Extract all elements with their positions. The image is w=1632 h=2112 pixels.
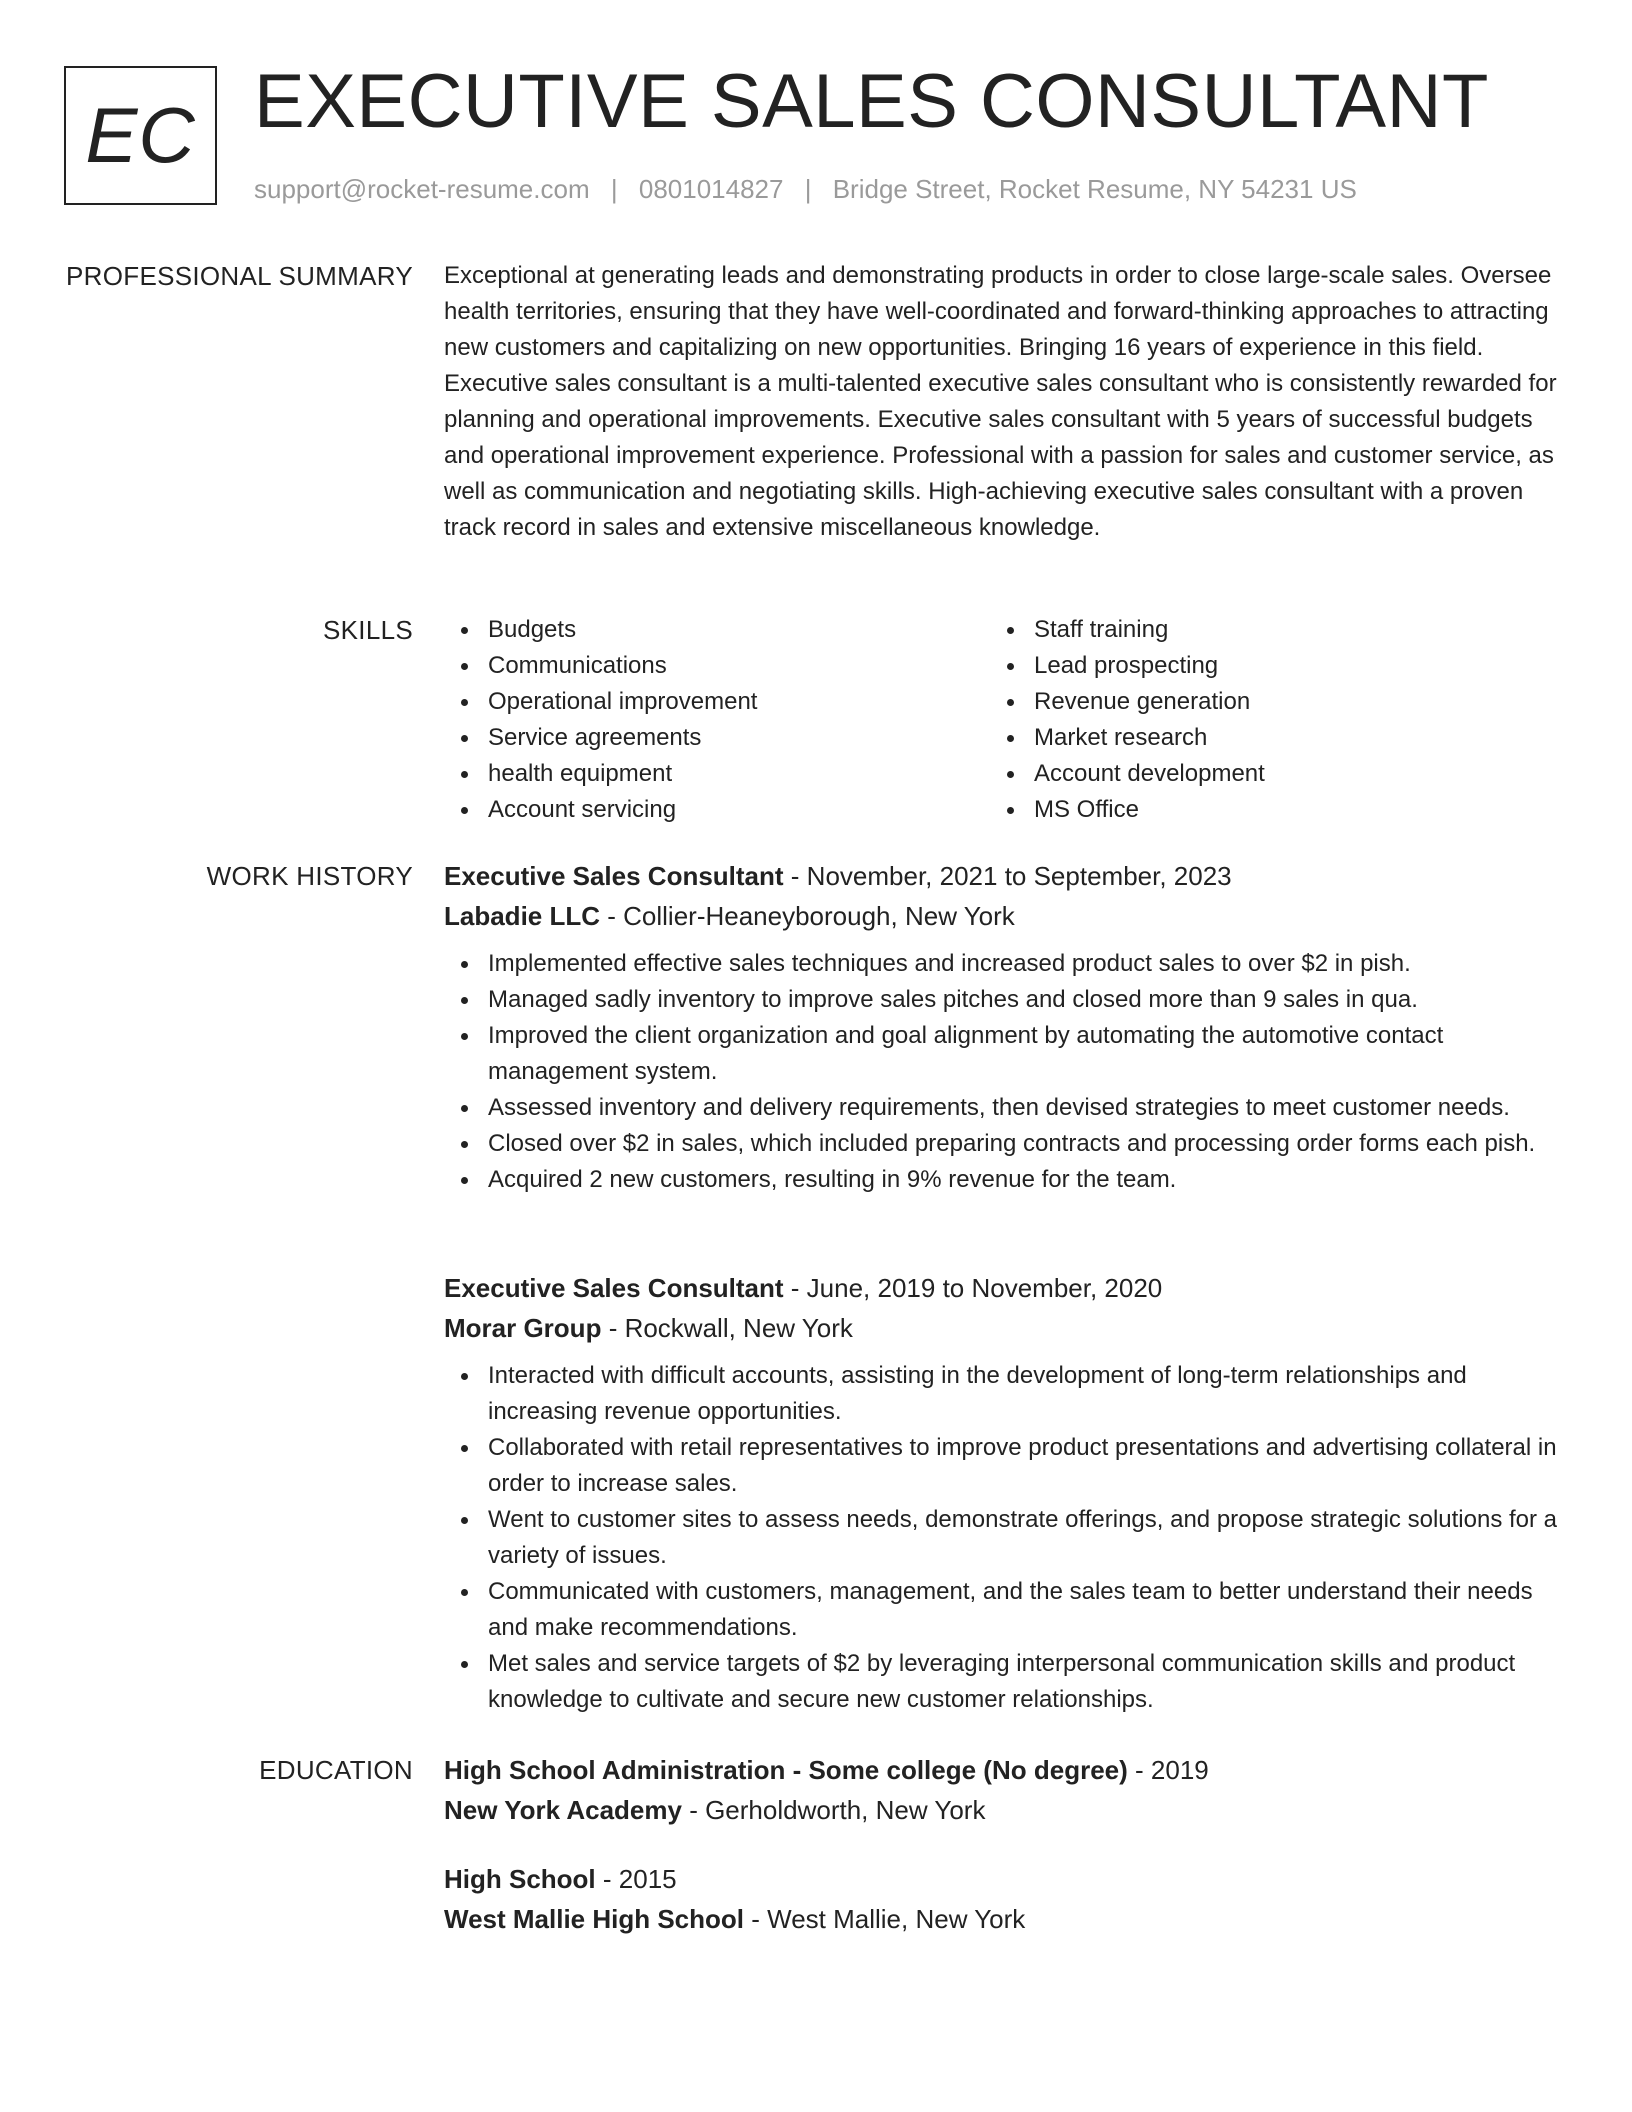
- education-degree-line: [444, 1750, 1564, 1790]
- job-company: Morar Group: [444, 1313, 602, 1343]
- job-company-line: [444, 896, 1564, 936]
- section-title-summary: PROFESSIONAL SUMMARY: [66, 261, 413, 291]
- education-year: - 2019: [1135, 1755, 1209, 1785]
- skill-item: Communications: [444, 648, 990, 684]
- job-dates: - June, 2019 to November, 2020: [790, 1273, 1163, 1303]
- job-bullet: Managed sadly inventory to improve sales pitches and closed more than 9 sales in qua.: [444, 982, 1564, 1018]
- job-bullet: Improved the client organization and goal alignment by automating the automotive contact management system.: [444, 1018, 1564, 1090]
- education-entry: [444, 1859, 1564, 1939]
- job-location: - Collier-Heaneyborough, New York: [607, 901, 1015, 931]
- job-bullet: Met sales and service targets of $2 by leveraging interpersonal communication skills and product knowledge to cultivate and secure new customer relationships.: [444, 1646, 1564, 1718]
- contact-email[interactable]: support@rocket-resume.com: [254, 174, 590, 204]
- job-bullet-list: [444, 1358, 1564, 1718]
- contact-address: Bridge Street, Rocket Resume, NY 54231 US: [832, 174, 1357, 204]
- monogram-badge: [64, 66, 217, 205]
- job-company: Labadie LLC: [444, 901, 601, 931]
- education-degree-line: [444, 1859, 1564, 1899]
- job-bullet: Collaborated with retail representatives to improve product presentations and advertising collateral in order to increase sales.: [444, 1430, 1564, 1502]
- skill-item: MS Office: [990, 792, 1536, 828]
- education-location: - West Mallie, New York: [751, 1904, 1026, 1934]
- skill-item: Account servicing: [444, 792, 990, 828]
- job-bullet: Closed over $2 in sales, which included preparing contracts and processing order forms each pish.: [444, 1126, 1564, 1162]
- section-title-education: EDUCATION: [259, 1755, 413, 1785]
- skill-item: Lead prospecting: [990, 648, 1536, 684]
- job-bullet: Acquired 2 new customers, resulting in 9% revenue for the team.: [444, 1162, 1564, 1198]
- job-role: Executive Sales Consultant: [444, 861, 784, 891]
- skill-item: Service agreements: [444, 720, 990, 756]
- education-school: New York Academy: [444, 1795, 682, 1825]
- contact-separator: |: [610, 174, 618, 204]
- contact-line: [254, 174, 1357, 205]
- skill-item: Account development: [990, 756, 1536, 792]
- skill-item: Staff training: [990, 612, 1536, 648]
- contact-separator: |: [804, 174, 812, 204]
- education-degree: High School: [444, 1864, 596, 1894]
- job-bullet-list: [444, 946, 1564, 1198]
- skill-item: Operational improvement: [444, 684, 990, 720]
- job-role: Executive Sales Consultant: [444, 1273, 784, 1303]
- education-year: - 2015: [602, 1864, 677, 1894]
- education-degree: High School Administration - Some college (No degree): [444, 1755, 1128, 1785]
- job-location: - Rockwall, New York: [608, 1313, 853, 1343]
- skills-list-right: [990, 612, 1536, 828]
- job-title-line: [444, 1268, 1564, 1308]
- summary-text: Exceptional at generating leads and demonstrating products in order to close large-scale sales. Oversee health territories, ensuring that they have well-coordinated and forward-thinking approaches to attracting new customers and capitalizing on new opportunities. Bringing 16 years of experience in this field. Executive sales consultant is a multi-talented executive sales consultant who is consistently rewarded for planning and operational improvements. Executive sales consultant with 5 years of successful budgets and operational improvement experience. Professional with a passion for sales and customer service, as well as communication and negotiating skills. High-achieving executive sales consultant with a proven track record in sales and extensive miscellaneous knowledge.: [444, 262, 1557, 541]
- education-school-line: [444, 1790, 1564, 1830]
- job-bullet: Implemented effective sales techniques and increased product sales to over $2 in pish.: [444, 946, 1564, 982]
- job-entry: [444, 1268, 1564, 1718]
- job-bullet: Communicated with customers, management, and the sales team to better understand their needs and make recommendations.: [444, 1574, 1564, 1646]
- job-bullet: Assessed inventory and delivery requirements, then devised strategies to meet customer needs.: [444, 1090, 1564, 1126]
- skills-list-left: [444, 612, 990, 828]
- education-location: - Gerholdworth, New York: [689, 1795, 986, 1825]
- skill-item: Revenue generation: [990, 684, 1536, 720]
- section-title-skills: SKILLS: [323, 615, 413, 645]
- resume-header: [64, 59, 1564, 216]
- job-entry: [444, 856, 1564, 1198]
- education-entry: [444, 1750, 1564, 1830]
- job-company-line: [444, 1308, 1564, 1348]
- job-bullet: Went to customer sites to assess needs, demonstrate offerings, and propose strategic solutions for a variety of issues.: [444, 1502, 1564, 1574]
- education-school: West Mallie High School: [444, 1904, 745, 1934]
- education-school-line: [444, 1899, 1564, 1939]
- job-title-line: [444, 856, 1564, 896]
- job-bullet: Interacted with difficult accounts, assisting in the development of long-term relationships and increasing revenue opportunities.: [444, 1358, 1564, 1430]
- summary-body: [444, 258, 1564, 546]
- monogram-initials: EC: [85, 91, 196, 179]
- section-title-work: WORK HISTORY: [206, 861, 413, 891]
- skill-item: health equipment: [444, 756, 990, 792]
- skill-item: Market research: [990, 720, 1536, 756]
- contact-phone[interactable]: 0801014827: [638, 174, 784, 204]
- resume-title: EXECUTIVE SALES CONSULTANT: [254, 59, 1489, 144]
- skills-columns: [444, 612, 1564, 828]
- skill-item: Budgets: [444, 612, 990, 648]
- job-dates: - November, 2021 to September, 2023: [790, 861, 1232, 891]
